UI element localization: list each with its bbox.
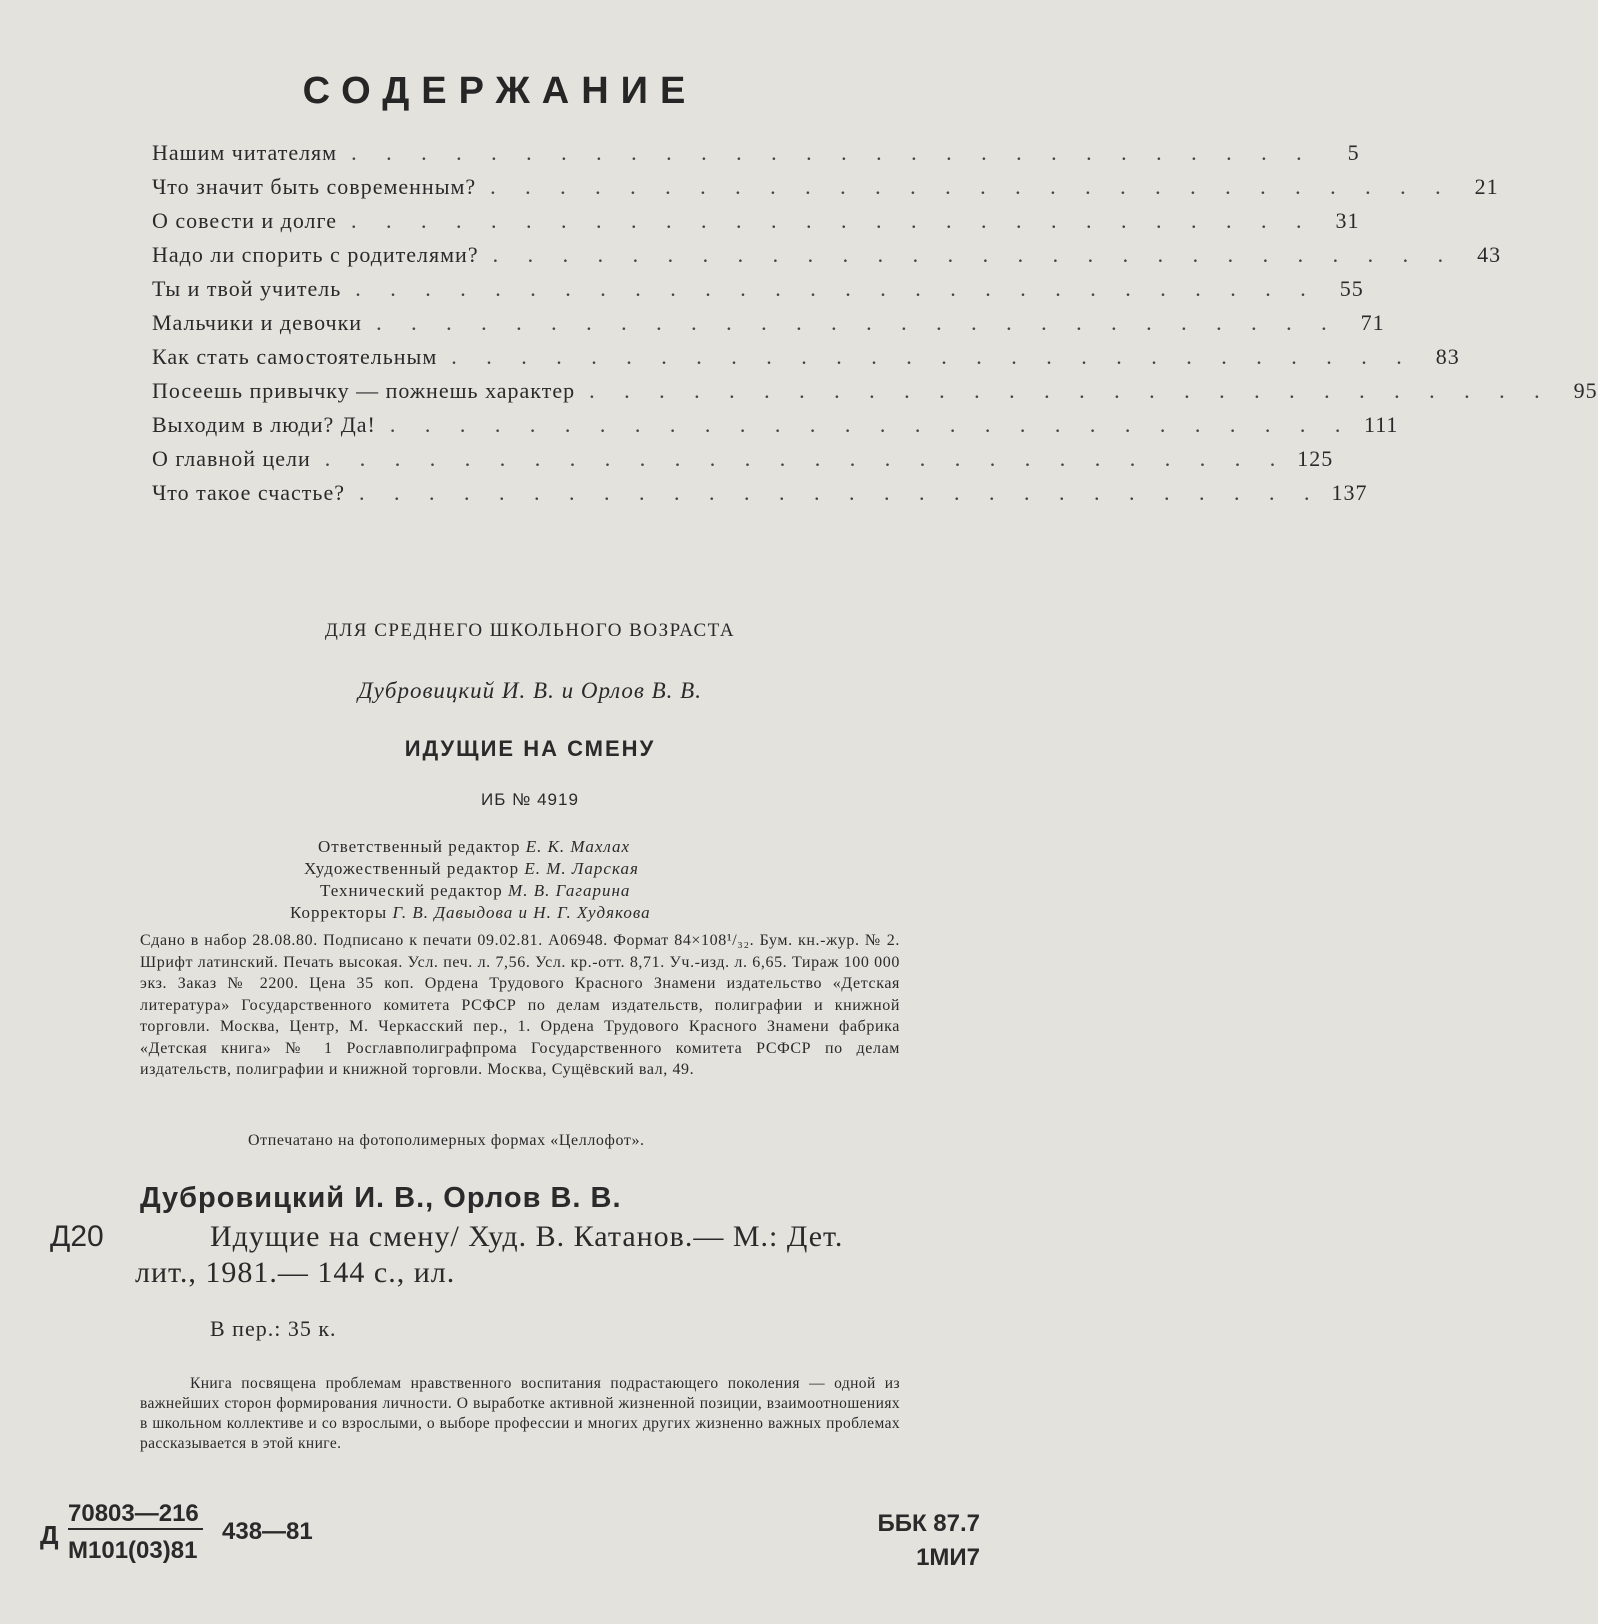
imprint-block: Сдано в набор 28.08.80. Подписано к печати 09.02.81. А06948. Формат 84×108¹/₃₂. Бум. кн.-жур. № 2. Шрифт латинский. Печать высокая. Усл. печ. л. 7,56. Усл. кр.-отт. 8,71. Уч.-изд. л. 6,65. Тираж 100 000 экз. Заказ № 2200. Цена 35 коп. Ордена Трудового Красного Знамени издательство «Детская литература» Государственного комитета РСФСР по делам издательств, полиграфии и книжной торговли. Москва, Центр, М. Черкасский пер., 1. Ордена Трудового Красного Знамени фабрика «Детская книга» № 1 Росглавполиграфпрома Государственного комитета РСФСР по делам издательств, полиграфии и книжной торговли. Москва, Сущёвский вал, 49. [140, 932, 900, 1078]
toc-entry-page: 83 [1435, 344, 1460, 369]
editor-line: Технический редактор М. В. Гагарина [320, 881, 631, 900]
price: В пер.: 35 к. [210, 1316, 337, 1341]
toc-entry-title: Что такое счастье? [152, 480, 345, 505]
toc-entry: Как стать самостоятельным . . . . . . . . . . . . . . . . . . . . . . . . . . . . 83 [152, 344, 1460, 369]
editor-line: Ответственный редактор Е. К. Махлах [318, 837, 631, 856]
toc-entry-page: 43 [1477, 242, 1502, 267]
bbk-code: 1МИ7 [916, 1544, 980, 1571]
editors-list [290, 836, 770, 924]
toc-entry: Надо ли спорить с родителями? . . . . . . . . . . . . . . . . . . . . . . . . . . . . 43 [152, 242, 1502, 267]
toc-entry: Посеешь привычку — пожнешь характер . . . . . . . . . . . . . . . . . . . . . . . . . . . . 95 [152, 378, 1598, 403]
toc-entry: Выходим в люди? Да! . . . . . . . . . . . . . . . . . . . . . . . . . . . . 111 [152, 412, 1399, 437]
editor-line: Художественный редактор Е. М. Ларская [304, 859, 639, 878]
bbk: ББК 87.7 [877, 1510, 980, 1537]
catalog-description-cont: лит., 1981.— 144 с., ил. [135, 1256, 456, 1289]
index-suffix: 438—81 [222, 1518, 313, 1545]
toc-entry-page: 137 [1331, 480, 1368, 505]
toc-entry-title: О главной цели [152, 446, 311, 471]
toc-entry-title: Как стать самостоятельным [152, 344, 438, 369]
toc-entry: Мальчики и девочки . . . . . . . . . . . . . . . . . . . . . . . . . . . . 71 [152, 310, 1385, 335]
toc-entry: Что такое счастье? . . . . . . . . . . . . . . . . . . . . . . . . . . . . 137 [152, 480, 1368, 505]
toc-entry-page: 125 [1297, 446, 1334, 471]
toc-entry-title: Надо ли спорить с родителями? [152, 242, 479, 267]
toc-entry-page: 111 [1364, 412, 1399, 437]
toc-title: СОДЕРЖАНИЕ [302, 70, 698, 112]
table-of-contents [152, 140, 1598, 514]
index-letter: Д [40, 1520, 59, 1550]
toc-entry-page: 5 [1347, 140, 1360, 165]
index-numerator: 70803—216 [68, 1500, 203, 1530]
editor-line: Корректоры Г. В. Давыдова и Н. Г. Худякова [290, 903, 651, 922]
toc-entry: Ты и твой учитель . . . . . . . . . . . . . . . . . . . . . . . . . . . . 55 [152, 276, 1364, 301]
book-title: ИДУЩИЕ НА СМЕНУ [404, 736, 656, 761]
toc-entry-title: О совести и долге [152, 208, 338, 233]
toc-entry-page: 21 [1474, 174, 1499, 199]
toc-entry: Что значит быть современным? . . . . . . . . . . . . . . . . . . . . . . . . . . . . 21 [152, 174, 1499, 199]
imprint-print-note: Отпечатано на фотополимерных формах «Целлофот». [248, 1132, 645, 1149]
toc-entry-title: Ты и твой учитель [152, 276, 342, 301]
catalog-code: Д20 [50, 1220, 104, 1253]
catalog-author: Дубровицкий И. В., Орлов В. В. [140, 1182, 622, 1214]
toc-entry: Нашим читателям . . . . . . . . . . . . . . . . . . . . . . . . . . . . 5 [152, 140, 1360, 165]
toc-entry-page: 71 [1360, 310, 1385, 335]
toc-entry-title: Мальчики и девочки [152, 310, 363, 335]
catalog-description: Идущие на смену/ Худ. В. Катанов.— М.: Дет. [210, 1220, 844, 1253]
index-denominator: М101(03)81 [68, 1537, 198, 1564]
toc-entry-title: Выходим в люди? Да! [152, 412, 376, 437]
toc-entry-title: Что значит быть современным? [152, 174, 477, 199]
age-group: ДЛЯ СРЕДНЕГО ШКОЛЬНОГО ВОЗРАСТА [324, 620, 736, 641]
annotation: Книга посвящена проблемам нравственного воспитания подрастающего поколения — одной из важнейших сторон формирования личности. О выработке активной жизненной позиции, взаимоотношениях в школьном коллективе и со взрослыми, о выборе профессии и многих других жизненно важных проблемах рассказывается в этой книге. [140, 1375, 900, 1452]
toc-entry-page: 95 [1573, 378, 1598, 403]
toc-entry-title: Посеешь привычку — пожнешь характер [152, 378, 576, 403]
toc-entry-title: Нашим читателям [152, 140, 338, 165]
toc-entry-page: 55 [1339, 276, 1364, 301]
ib-number: ИБ № 4919 [481, 790, 579, 809]
authors: Дубровицкий И. В. и Орлов В. В. [358, 678, 702, 703]
toc-entry: О главной цели . . . . . . . . . . . . . . . . . . . . . . . . . . . . 125 [152, 446, 1334, 471]
toc-entry: О совести и долге . . . . . . . . . . . . . . . . . . . . . . . . . . . . 31 [152, 208, 1360, 233]
toc-entry-page: 31 [1335, 208, 1360, 233]
